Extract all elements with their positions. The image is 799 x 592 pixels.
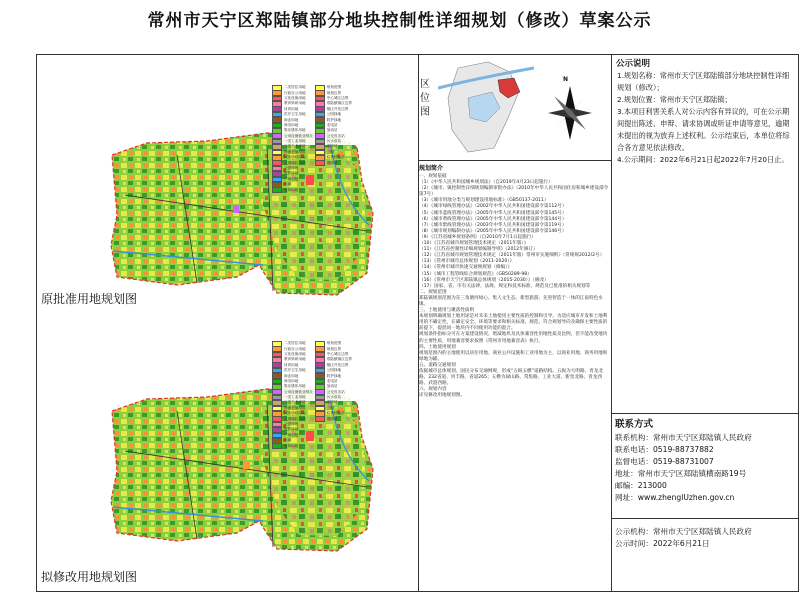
legend-swatch — [272, 443, 282, 449]
original-landuse-map — [37, 55, 418, 311]
planning-intro — [419, 163, 609, 588]
legend-label: 一类工业用地 — [284, 395, 306, 400]
legend-swatch — [272, 187, 282, 193]
intro-line: （1）《中华人民共和国城乡规划法》（自2019年4月23日起施行） — [419, 180, 553, 186]
location-map-label: 区位图 — [420, 79, 430, 118]
notice-panel — [612, 55, 799, 166]
intro-line: 本规划明确规划土地用途是对未来土地使用主要性质的控制和引导。为适应城市开发和土地利用的不确定性，在确定安全、环境等要求和相关标准、规范、符合规划导向及确保主要性质的前提下，提倡同一地块内不同使用功能的混合。 — [419, 314, 608, 332]
intro-line: （2）《城市、镇控制性详细规划编制审批办法》（2010年中华人民共和国住房和城乡建设部令第7号） — [419, 186, 609, 198]
legend-label: 教育科研用地 — [284, 357, 306, 362]
intro-line: （14）《常州市城市快速交通网规划（修编）》 — [419, 265, 513, 271]
legend-swatch — [315, 160, 325, 166]
legend-label: 物流仓储用地 — [284, 405, 306, 410]
legend-label: 加油站 — [326, 384, 338, 389]
intro-line: 三、土地使用与聚落性质则 — [419, 308, 475, 314]
legend-label: 商业用地 — [284, 373, 299, 378]
legend-label: 规划范围 — [326, 341, 342, 346]
notice-item: 4.公示期间：2022年6月21日起2022年7月20日止。 — [617, 155, 789, 164]
location-map-graphic — [438, 58, 534, 156]
legend-label: 二类居住用地 — [284, 341, 306, 346]
legend-item — [272, 187, 313, 192]
intro-line: （8）《城市规划编制办法》（2005年中华人民共和国建设部令第146号） — [419, 228, 567, 234]
north-label: N — [563, 76, 569, 83]
contact-title: 联系方式 — [615, 419, 654, 430]
legend-label: 污水泵站 — [326, 139, 342, 144]
intro-line: （13）《常州市城市总体规划（2011-2020）》 — [419, 259, 515, 265]
legend-label: 医疗卫生用地 — [284, 368, 306, 373]
location-map — [438, 58, 534, 156]
intro-line: 六、规划内容 — [419, 387, 447, 393]
legend-label: 公用设施营业网点 — [284, 389, 313, 394]
notice-item: 1.规划名称：常州市天宁区郑陆镇部分地块控制性详细规划（修改）； — [617, 71, 790, 92]
contact-line: 联系机构：常州市天宁区郑陆镇人民政府 — [615, 433, 752, 442]
contact-line: 联系电话：0519-88737882 — [615, 445, 714, 455]
intro-line: 五、道路交通规划 — [419, 362, 456, 368]
legend-label: 防护绿地 — [326, 117, 342, 122]
legend-label: 商业用地 — [284, 117, 299, 122]
legend-label: 城市道路用地 — [284, 411, 306, 416]
legend-label: 水域 — [284, 438, 292, 443]
notice-item: 2.规划位置：常州市天宁区郑陆镇； — [617, 95, 732, 104]
legend-label: 中心城区边界 — [326, 351, 349, 356]
legend-label: 消防站 — [326, 400, 338, 405]
map-caption-revised: 拟修改用地规划图 — [41, 570, 138, 584]
legend-label: 物流仓储用地 — [284, 149, 306, 154]
legend-label: 公园绿地 — [326, 368, 342, 373]
legend-label: 郑陆镇镇区边界 — [326, 101, 352, 106]
intro-line: （11）《江苏省控制性详细规划编制导则》（2012年修订） — [419, 247, 538, 253]
legend-swatch — [315, 416, 325, 422]
legend-label: 防护绿地 — [284, 427, 299, 432]
contact-line: 地址：常州市天宁区郑陆镇横南路19号 — [615, 469, 747, 479]
intro-line: （3）《城市用地分类与规划建设用地标准》（GB50137-2011） — [419, 198, 549, 204]
legend-label: 体育用地 — [284, 362, 299, 367]
publish-line: 公示时间：2022年6月21日 — [615, 539, 710, 549]
legend-label: 公厕 — [326, 405, 334, 410]
legend-label: 垃圾转运站 — [326, 155, 345, 160]
intro-line: 一、规划依据 — [419, 174, 447, 179]
legend-label: 公交首末站 — [326, 389, 345, 394]
legend-item — [315, 160, 352, 165]
legend-label: 商务用地 — [284, 378, 299, 383]
legend-label: 排涝站 — [326, 160, 338, 165]
intro-line: （9）《江苏省城乡规划条例》（自2010年7月1日起施行） — [419, 234, 536, 240]
legend-item — [272, 443, 313, 448]
intro-line: 规划范围内的主地使用以居住用地、商业公共设施和工业用地为主，以商业用地、商务用地和绿地为辅。 — [419, 350, 608, 362]
map-caption-original: 原批准用地规划图 — [41, 292, 138, 306]
publish-line: 公示机构：常州市天宁区郑陆镇人民政府 — [615, 527, 752, 536]
legend-label: 镇区开发边界 — [326, 362, 349, 367]
intro-line: 四、土地使用规划 — [419, 344, 456, 350]
legend-label: 公园绿地 — [326, 112, 342, 117]
legend-label: 一类工业用地 — [284, 139, 306, 144]
intro-line: （10）《江苏省城市规划管理技术规定（2011年版）》 — [419, 241, 529, 247]
legend-label: 规划边界 — [326, 346, 342, 351]
legend-label: 农林用地 — [284, 443, 299, 448]
notice-items — [612, 70, 799, 166]
legend-right-column — [315, 341, 352, 449]
legend-label: 商务用地 — [284, 122, 299, 127]
divider-contact — [611, 413, 799, 414]
legend-item — [315, 416, 352, 421]
notice-title: 公示说明 — [616, 59, 651, 69]
divider-location — [418, 160, 611, 161]
intro-line: （16）《常州市天宁区郑陆镇总体规划（2015-2030）》（修改） — [419, 277, 549, 283]
legend-label: 垃圾转运站 — [326, 411, 345, 416]
legend-label: 消防站 — [326, 144, 338, 149]
compass-icon — [540, 78, 600, 148]
intro-line: （15）《城市工程管线综合规划规范》（GB50289-98） — [419, 271, 532, 277]
legend-label: 排涝站 — [326, 416, 338, 421]
intro-line: 二、规划范围 — [419, 289, 447, 295]
intro-line: （5）《城市蓝线管理办法》（2005年中华人民共和国建设部令第145号） — [419, 210, 567, 216]
legend-right-column — [315, 85, 352, 193]
intro-line: 郑陆镇规划范围为东三角塘河绿心、集人文生态、新型旅游、先进智造于一体的江南特色水镇。 — [419, 295, 603, 307]
legend-label: 中心城区边界 — [326, 95, 349, 100]
legend-label: 二类工业用地 — [284, 144, 306, 149]
contact-lines — [612, 432, 799, 505]
intro-line: （17）国家、省、市有关法律、法规、规定和技术标准、规范及已批准的相关规划等 — [419, 283, 591, 289]
legend-label: 公用设施营业网点 — [284, 133, 313, 138]
legend-label: 娱乐康体用地 — [284, 384, 306, 389]
legend-label: 变电站 — [326, 378, 338, 383]
notice-item: 3.本项目利害关系人对公示内容有异议的，可在公示期间提出陈述、申辩、请求协调或听证申请等意见，逾期未提出的视为放弃上述权利。公示结束后，本单位将综合各方意见依法修改。 — [617, 107, 790, 152]
intro-line: 规划条件指标分可在方案建设情况、增减地块及具体兼容性用地性质及比例，但不能改变地块的主要性质，用地兼容要求按照《常州市用地兼容表》执行。 — [419, 332, 608, 344]
legend-label: 交通场站用地 — [284, 160, 306, 165]
legend-left-column — [272, 341, 313, 449]
legend-label: 文化设施用地 — [284, 351, 306, 356]
legend-label: 农林用地 — [284, 187, 299, 192]
legend-label: 防护绿地 — [326, 373, 342, 378]
divider-footer — [611, 518, 799, 519]
legend-label: 广场用地 — [284, 176, 299, 181]
legend-label: 公园绿地 — [284, 422, 299, 427]
revised-landuse-map — [37, 311, 418, 591]
legend-label: 加油站 — [326, 128, 338, 133]
legend-original — [272, 85, 377, 193]
legend-label: 二类工业用地 — [284, 400, 306, 405]
legend-label: 行政办公用地 — [284, 90, 306, 95]
legend-left-column — [272, 85, 313, 193]
legend-label: 体育用地 — [284, 106, 299, 111]
legend-label: 规划范围 — [326, 85, 342, 90]
intro-line: （4）《城市绿线管理办法》（2002年中华人民共和国建设部令第112号） — [419, 204, 567, 210]
legend-label: 污水泵站 — [326, 395, 342, 400]
publish-panel — [612, 522, 799, 550]
intro-title: 规划简介 — [419, 165, 444, 172]
legend-label: 变电站 — [326, 122, 338, 127]
legend-label: 行政办公用地 — [284, 346, 306, 351]
contact-line: 邮编：213000 — [615, 481, 667, 491]
legend-label: 防护绿地 — [284, 171, 299, 176]
intro-line: （7）《城市紫线管理办法》（2003年中华人民共和国建设部令第119号） — [419, 222, 567, 228]
page-title: 常州市天宁区郑陆镇部分地块控制性详细规划（修改）草案公示 — [147, 11, 652, 31]
north-arrow — [540, 78, 600, 148]
intro-line: （12）《江苏省城市规划管理技术规定（2011年版）常州市实施细则》（常规规2012/2号） — [419, 253, 605, 259]
legend-label: 水域 — [284, 182, 292, 187]
legend-label: 交通场站用地 — [284, 416, 306, 421]
legend-label: 城市道路用地 — [284, 155, 306, 160]
contact-panel — [612, 416, 799, 505]
legend-label: 郑陆镇镇区边界 — [326, 357, 352, 362]
legend-label: 医疗卫生用地 — [284, 112, 306, 117]
legend-revised — [272, 341, 377, 449]
legend-label: 二类居住用地 — [284, 85, 306, 90]
legend-label: 广场用地 — [284, 432, 299, 437]
legend-label: 公厕 — [326, 149, 334, 154]
footer-lines — [612, 522, 799, 550]
intro-line: 详见修改用地规划图。 — [419, 393, 465, 399]
legend-label: 规划边界 — [326, 90, 342, 95]
intro-line: （6）《城市黄线管理办法》（2005年中华人民共和国建设部令第144号） — [419, 216, 567, 222]
legend-label: 镇区开发边界 — [326, 106, 349, 111]
legend-label: 文化设施用地 — [284, 95, 306, 100]
legend-label: 教育科研用地 — [284, 101, 306, 106]
legend-label: 娱乐康体用地 — [284, 128, 306, 133]
intro-line: 依据城市总体规划、国民分布交通网规，形成“五纵五横”道路结构。五纵为大明路、青龙北路、232省道、河丰路、省道265；五横为碌山路、常焦路、工业大道、新堂北路、青龙西路、武澄西路。 — [419, 369, 603, 387]
legend-label: 公交首末站 — [326, 133, 345, 138]
contact-line: 监督电话：0519-88731007 — [615, 457, 714, 467]
contact-line: 网址：www.zhenglUzhen.gov.cn — [615, 493, 735, 503]
legend-label: 公园绿地 — [284, 166, 299, 171]
intro-lines — [419, 174, 609, 399]
